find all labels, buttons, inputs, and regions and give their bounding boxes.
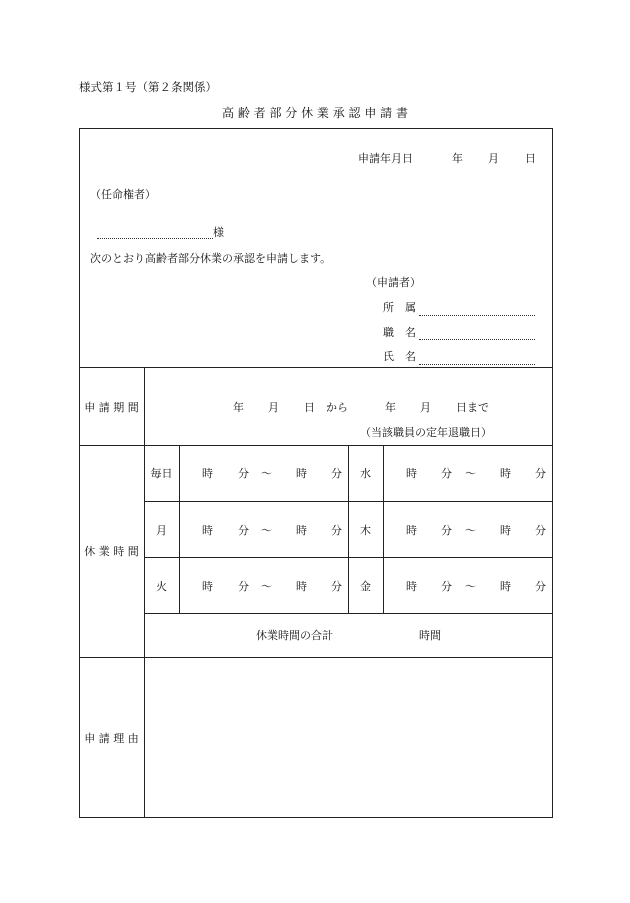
minute-unit: 分: [441, 524, 452, 537]
hour-unit: 時: [406, 580, 417, 593]
day-label: 金: [360, 580, 371, 593]
hour-unit: 時: [500, 580, 511, 593]
intro-text: 次のとおり高齢者部分休業の承認を申請します。: [90, 252, 332, 265]
hour-unit: 時: [500, 467, 511, 480]
hours-row-divider: [144, 613, 553, 614]
application-date-month: 月: [488, 152, 499, 165]
hour-unit: 時: [296, 524, 307, 537]
minute-unit: 分: [331, 524, 342, 537]
range-tilde: 〜: [261, 580, 272, 593]
application-date-label: 申請年月日: [358, 152, 413, 165]
hour-unit: 時: [500, 524, 511, 537]
period-from-day: 日: [304, 401, 315, 414]
form-number: 様式第１号（第２条関係）: [79, 80, 217, 94]
range-tilde: 〜: [465, 524, 476, 537]
minute-unit: 分: [441, 467, 452, 480]
period-from-year: 年: [233, 401, 244, 414]
period-from-month: 月: [268, 401, 279, 414]
day-label: 火: [156, 580, 167, 593]
range-tilde: 〜: [465, 580, 476, 593]
hour-unit: 時: [202, 580, 213, 593]
section-divider: [79, 445, 553, 446]
minute-unit: 分: [238, 524, 249, 537]
total-hours-label: 休業時間の合計: [256, 629, 333, 642]
range-tilde: 〜: [465, 467, 476, 480]
hour-unit: 時: [202, 524, 213, 537]
minute-unit: 分: [331, 580, 342, 593]
period-label: 申 請 期 間: [84, 401, 139, 414]
minute-unit: 分: [331, 467, 342, 480]
minute-unit: 分: [535, 580, 546, 593]
period-from-suffix: から: [326, 401, 348, 414]
range-tilde: 〜: [261, 524, 272, 537]
day-label: 月: [156, 524, 167, 537]
position-field[interactable]: [419, 339, 535, 340]
minute-unit: 分: [535, 467, 546, 480]
reason-field[interactable]: [146, 659, 551, 816]
period-note: （当該職員の定年退職日）: [360, 426, 492, 439]
day-column-divider: [179, 445, 180, 613]
hour-unit: 時: [406, 467, 417, 480]
affiliation-field[interactable]: [419, 315, 535, 316]
hour-unit: 時: [202, 467, 213, 480]
section-divider: [79, 367, 553, 368]
minute-unit: 分: [441, 580, 452, 593]
day-label: 木: [360, 524, 371, 537]
total-hours-unit: 時間: [419, 629, 441, 642]
hour-unit: 時: [296, 467, 307, 480]
period-to-year: 年: [385, 401, 396, 414]
appointer-name-field[interactable]: [97, 238, 213, 239]
day-label: 毎日: [150, 467, 173, 480]
document-title: 高 齢 者 部 分 休 業 承 認 申 請 書: [222, 106, 408, 120]
hour-unit: 時: [296, 580, 307, 593]
minute-unit: 分: [238, 467, 249, 480]
label-column-divider: [144, 367, 145, 818]
honorific-label: 様: [213, 226, 224, 239]
position-label: 職 名: [383, 326, 416, 339]
application-date-day: 日: [525, 152, 536, 165]
day-column-divider: [383, 445, 384, 613]
applicant-heading: （申請者）: [366, 276, 421, 289]
day-label: 水: [360, 467, 371, 480]
application-date-year: 年: [452, 152, 463, 165]
period-to-month: 月: [420, 401, 431, 414]
minute-unit: 分: [535, 524, 546, 537]
reason-label: 申 請 理 由: [84, 732, 139, 745]
hours-label: 休 業 時 間: [84, 545, 139, 558]
period-to-day: 日まで: [456, 401, 489, 414]
hour-unit: 時: [406, 524, 417, 537]
affiliation-label: 所 属: [383, 301, 416, 314]
appointer-label: （任命権者）: [90, 188, 156, 201]
name-label: 氏 名: [383, 350, 416, 363]
section-divider: [79, 657, 553, 658]
name-field[interactable]: [419, 364, 535, 365]
range-tilde: 〜: [261, 467, 272, 480]
minute-unit: 分: [238, 580, 249, 593]
